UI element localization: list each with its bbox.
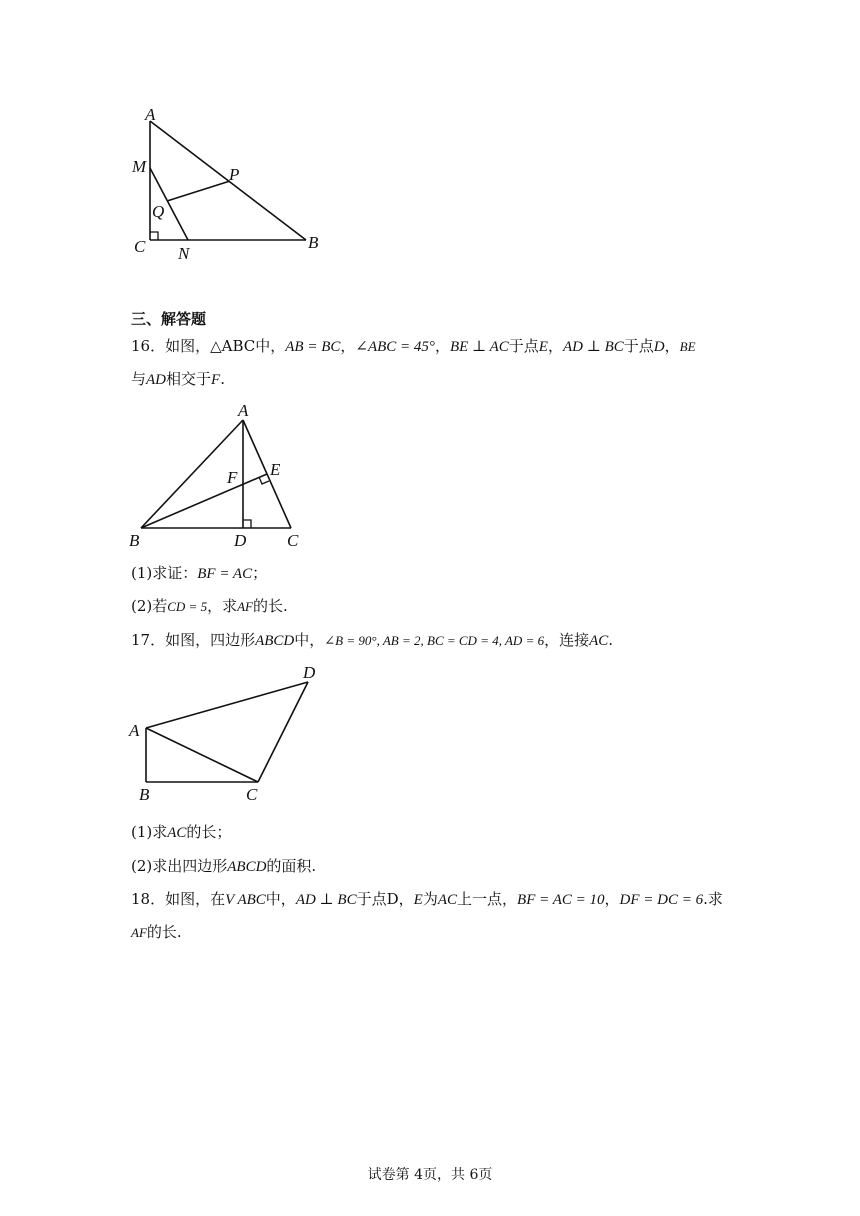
label-P: P: [229, 165, 240, 184]
label-Q: Q: [152, 202, 165, 221]
q16-line2-end: .: [220, 370, 225, 388]
q17-mid: 中，: [294, 631, 325, 649]
q16-sub1-end: ；: [252, 564, 268, 582]
q17-label-D: D: [303, 663, 316, 682]
q18-c1: ，: [398, 890, 414, 908]
label-A: A: [145, 105, 156, 124]
q18-ad-perp: AD ⊥ BC: [295, 892, 357, 908]
q16-eq1: AB = BC: [285, 339, 341, 355]
q16-tri: △ABC: [210, 337, 256, 355]
q18-D: D: [386, 890, 399, 908]
q16-line2: [131, 369, 225, 390]
q16-line2-mid: 相交于: [166, 370, 212, 388]
q16-mid: 中，: [255, 337, 286, 355]
q17-sub2-quad: ABCD: [227, 859, 267, 875]
q16-yu-d: 于点: [623, 337, 654, 355]
q16-sub1: [131, 563, 267, 584]
q16-ad-perp: AD ⊥ BC: [562, 339, 624, 355]
q18-af: AF: [131, 925, 147, 940]
label-C: C: [134, 237, 146, 256]
q16-c3: ，: [547, 337, 563, 355]
q17-sub1-prefix: (1)求: [131, 823, 168, 841]
q18-line1: [131, 889, 723, 910]
q17-sub2-prefix: (2)求出四边形: [131, 857, 228, 875]
q17-sub2: [131, 856, 316, 877]
q18-mid1: 中，: [265, 890, 296, 908]
q16-line2-yu: 与: [131, 370, 147, 388]
q16-BE: BE: [679, 339, 696, 354]
q17-line1: [131, 630, 613, 651]
q16-sub2-math: CD = 5: [167, 599, 208, 614]
q16-E: E: [538, 339, 548, 355]
q17-label-B: B: [139, 785, 150, 804]
q18-line2: [131, 922, 182, 943]
q17-label-A: A: [129, 721, 140, 740]
q16-sub2: [131, 596, 288, 617]
q17-end: .: [608, 631, 614, 649]
q18-eq2: DF = DC = 6: [619, 892, 704, 908]
q16-line1: [131, 336, 696, 357]
q16-angle: ∠ABC = 45°: [355, 339, 435, 355]
q16-yu-e: 于点: [508, 337, 539, 355]
q17-sub1-end: 的长；: [186, 823, 232, 841]
q16-label-E: E: [270, 460, 281, 479]
q16-label-D: D: [234, 531, 247, 550]
q16-sub2-af: AF: [237, 599, 253, 614]
q16-sub2-prefix: (2)若: [131, 597, 168, 615]
label-N: N: [178, 244, 190, 263]
q18-eq1: BF = AC = 10: [517, 892, 605, 908]
q16-prefix: 16．如图，: [131, 337, 211, 355]
q16-label-C: C: [287, 531, 299, 550]
q17-quad: ABCD: [255, 633, 295, 649]
q18-end: 的长.: [146, 923, 182, 941]
q17-prefix: 17．如图，四边形: [131, 631, 256, 649]
q18-E: E: [413, 892, 423, 908]
q16-be-perp: BE ⊥ AC: [449, 339, 509, 355]
q18-c2: ，: [604, 890, 620, 908]
q16-c1: ，: [340, 337, 356, 355]
section-title: 三、解答题: [131, 310, 207, 328]
q17-sub1-ac: AC: [167, 825, 187, 841]
q18-qiu: .求: [703, 890, 723, 908]
q18-yu: 于点: [356, 890, 387, 908]
q16-AD: AD: [146, 372, 167, 388]
q16-F: F: [211, 372, 221, 388]
figure-q16: [125, 398, 315, 553]
q16-sub1-math: BF = AC: [197, 566, 253, 582]
q17-sub2-end: 的面积.: [266, 857, 317, 875]
q17-cond: ∠B = 90°, AB = 2, BC = CD = 4, AD = 6: [324, 633, 545, 648]
q16-label-B: B: [129, 531, 140, 550]
figure-triangle-mpqn: [125, 100, 335, 265]
q17-ac: AC: [589, 633, 609, 649]
q17-sub1: [131, 822, 231, 843]
q16-sub2-end: 的长.: [253, 597, 288, 615]
q17-label-C: C: [246, 785, 258, 804]
figure-q17: [125, 660, 325, 805]
page-footer: 试卷第 4页，共 6页: [367, 1167, 493, 1183]
q16-sub1-prefix: (1)求证：: [131, 564, 198, 582]
q18-AC: AC: [437, 892, 458, 908]
q16-D: D: [653, 339, 665, 355]
q18-wei: 为: [422, 890, 438, 908]
q16-label-F: F: [227, 468, 238, 487]
q18-tri: V ABC: [225, 892, 266, 908]
q16-label-A: A: [238, 401, 249, 420]
q16-c4: ，: [664, 337, 680, 355]
q18-prefix: 18．如图，在: [131, 890, 226, 908]
label-M: M: [132, 157, 147, 176]
q16-c2: ，: [434, 337, 450, 355]
q16-sub2-mid: ，求: [207, 597, 238, 615]
q18-shang: 上一点，: [457, 890, 518, 908]
q17-c1: ，连接: [544, 631, 590, 649]
label-B: B: [308, 233, 319, 252]
